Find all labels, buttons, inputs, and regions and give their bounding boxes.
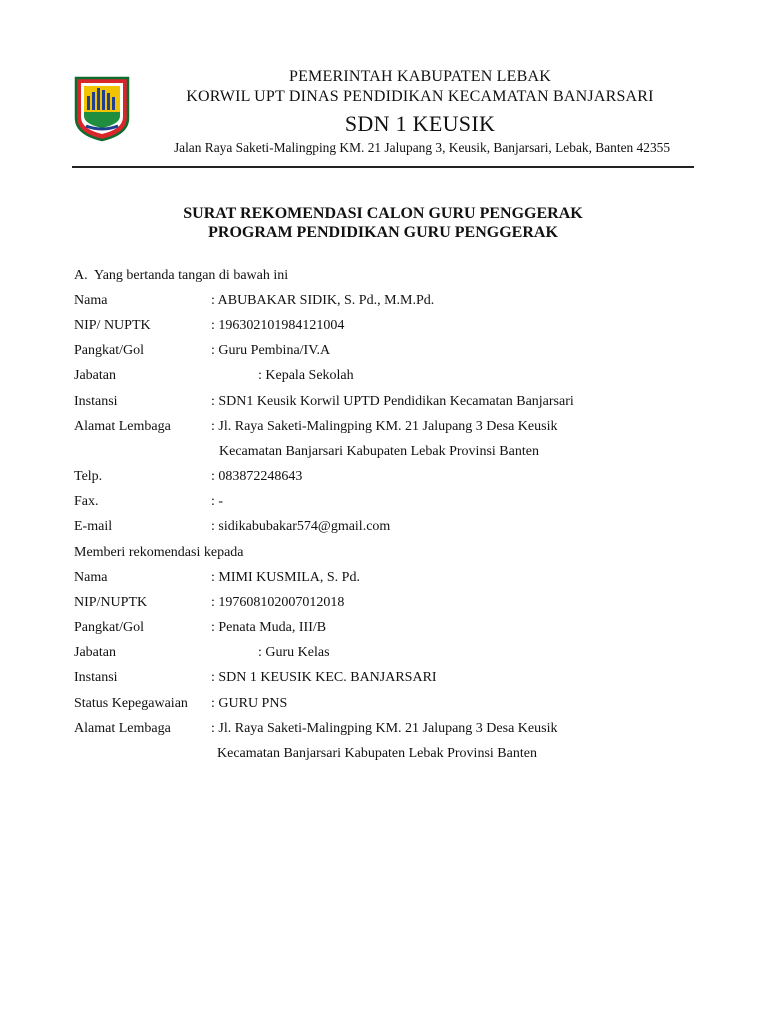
section-a-heading <box>74 268 288 284</box>
candidate-rank-label: Pangkat/Gol <box>74 620 144 635</box>
signer-institution-value: : SDN1 Keusik Korwil UPTD Pendidikan Kecamatan Banjarsari <box>211 394 574 409</box>
section-a-number: A. <box>74 268 88 283</box>
letterhead-school-name: SDN 1 KEUSIK <box>344 111 496 136</box>
signer-fax-label: Fax. <box>74 494 99 509</box>
letter-subtitle: PROGRAM PENDIDIKAN GURU PENGGERAK <box>208 224 558 241</box>
signer-name-value: : ABUBAKAR SIDIK, S. Pd., M.M.Pd. <box>211 293 435 308</box>
candidate-nip-value: : 197608102007012018 <box>211 595 345 610</box>
signer-address-value-cont: Kecamatan Banjarsari Kabupaten Lebak Provinsi Banten <box>219 444 539 459</box>
signer-email-label: E-mail <box>74 519 113 534</box>
candidate-name-value: : MIMI KUSMILA, S. Pd. <box>211 570 360 585</box>
signer-position-value: : Kepala Sekolah <box>258 368 354 383</box>
signer-address-label: Alamat Lembaga <box>74 419 171 434</box>
candidate-address-value-cont: Kecamatan Banjarsari Kabupaten Lebak Provinsi Banten <box>217 746 537 761</box>
candidate-nip-label: NIP/NUPTK <box>74 595 148 610</box>
letterhead-government: PEMERINTAH KABUPATEN LEBAK <box>288 68 551 85</box>
signer-fax-value: : - <box>211 494 224 509</box>
candidate-institution-label: Instansi <box>74 670 118 685</box>
candidate-name-label: Nama <box>74 570 108 585</box>
signer-email-value: : sidikabubakar574@gmail.com <box>211 519 391 534</box>
signer-name-label: Nama <box>74 293 108 308</box>
signer-institution-label: Instansi <box>74 394 118 409</box>
signer-nip-label: NIP/ NUPTK <box>74 318 151 333</box>
section-a-heading-text: Yang bertanda tangan di bawah ini <box>94 268 289 283</box>
letterhead-office: KORWIL UPT DINAS PENDIDIKAN KECAMATAN BANJARSARI <box>186 88 654 105</box>
signer-rank-label: Pangkat/Gol <box>74 343 144 358</box>
candidate-institution-value: : SDN 1 KEUSIK KEC. BANJARSARI <box>211 670 437 685</box>
candidate-status-label: Status Kepegawaian <box>74 696 188 711</box>
recommend-heading: Memberi rekomendasi kepada <box>74 545 244 560</box>
regency-emblem-icon <box>72 74 132 142</box>
candidate-rank-value: : Penata Muda, III/B <box>211 620 327 635</box>
signer-phone-label: Telp. <box>74 469 103 484</box>
candidate-status-value: : GURU PNS <box>211 696 288 711</box>
candidate-address-value: : Jl. Raya Saketi-Malingping KM. 21 Jalupang 3 Desa Keusik <box>211 721 558 736</box>
letterhead-divider <box>72 166 694 168</box>
signer-rank-value: : Guru Pembina/IV.A <box>211 343 331 358</box>
signer-nip-value: : 196302101984121004 <box>211 318 345 333</box>
candidate-position-value: : Guru Kelas <box>258 645 330 660</box>
signer-position-label: Jabatan <box>74 368 116 383</box>
signer-address-value: : Jl. Raya Saketi-Malingping KM. 21 Jalupang 3 Desa Keusik <box>211 419 558 434</box>
letterhead-address: Jalan Raya Saketi-Malingping KM. 21 Jalupang 3, Keusik, Banjarsari, Lebak, Banten 42355 <box>173 140 671 155</box>
signer-phone-value: : 083872248643 <box>211 469 303 484</box>
candidate-address-label: Alamat Lembaga <box>74 721 171 736</box>
candidate-position-label: Jabatan <box>74 645 116 660</box>
letter-title: SURAT REKOMENDASI CALON GURU PENGGERAK <box>183 205 583 222</box>
